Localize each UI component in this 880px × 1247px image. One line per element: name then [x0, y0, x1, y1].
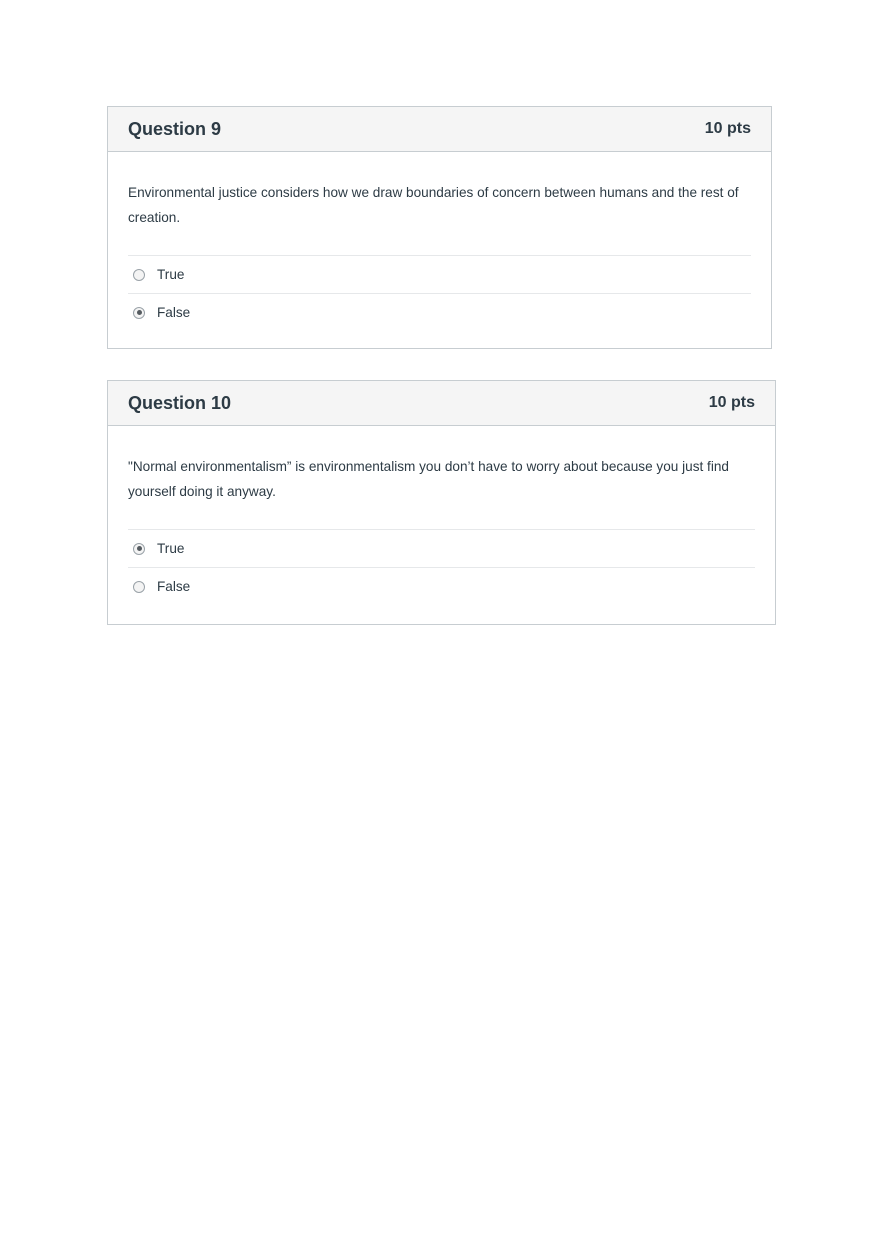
question-points: 10 pts: [704, 120, 751, 137]
answer-label: False: [157, 579, 191, 594]
answer-option-false[interactable]: [128, 568, 755, 605]
question-title: Question 10: [128, 392, 232, 413]
question-body: [108, 426, 775, 605]
question-card: [107, 106, 772, 349]
answer-list: [128, 255, 751, 331]
question-card: [107, 380, 776, 625]
radio-button[interactable]: [133, 543, 145, 555]
question-text: "Normal environmentalism” is environmentalism you don’t have to worry about because you just find yourself doing it anyway.: [128, 459, 729, 499]
answer-option-true[interactable]: [128, 256, 751, 294]
answer-label: False: [157, 305, 191, 320]
radio-button[interactable]: [133, 581, 145, 593]
answer-option-false[interactable]: [128, 294, 751, 331]
question-header: [108, 381, 775, 426]
radio-button[interactable]: [133, 269, 145, 281]
radio-button[interactable]: [133, 307, 145, 319]
question-header: [108, 107, 771, 152]
question-points: 10 pts: [708, 394, 755, 411]
answer-label: True: [157, 267, 185, 282]
answer-list: [128, 529, 755, 605]
question-text: Environmental justice considers how we draw boundaries of concern between humans and the rest of creation.: [128, 185, 739, 225]
question-body: [108, 152, 771, 331]
answer-label: True: [157, 541, 185, 556]
answer-option-true[interactable]: [128, 530, 755, 568]
question-title: Question 9: [128, 118, 222, 139]
